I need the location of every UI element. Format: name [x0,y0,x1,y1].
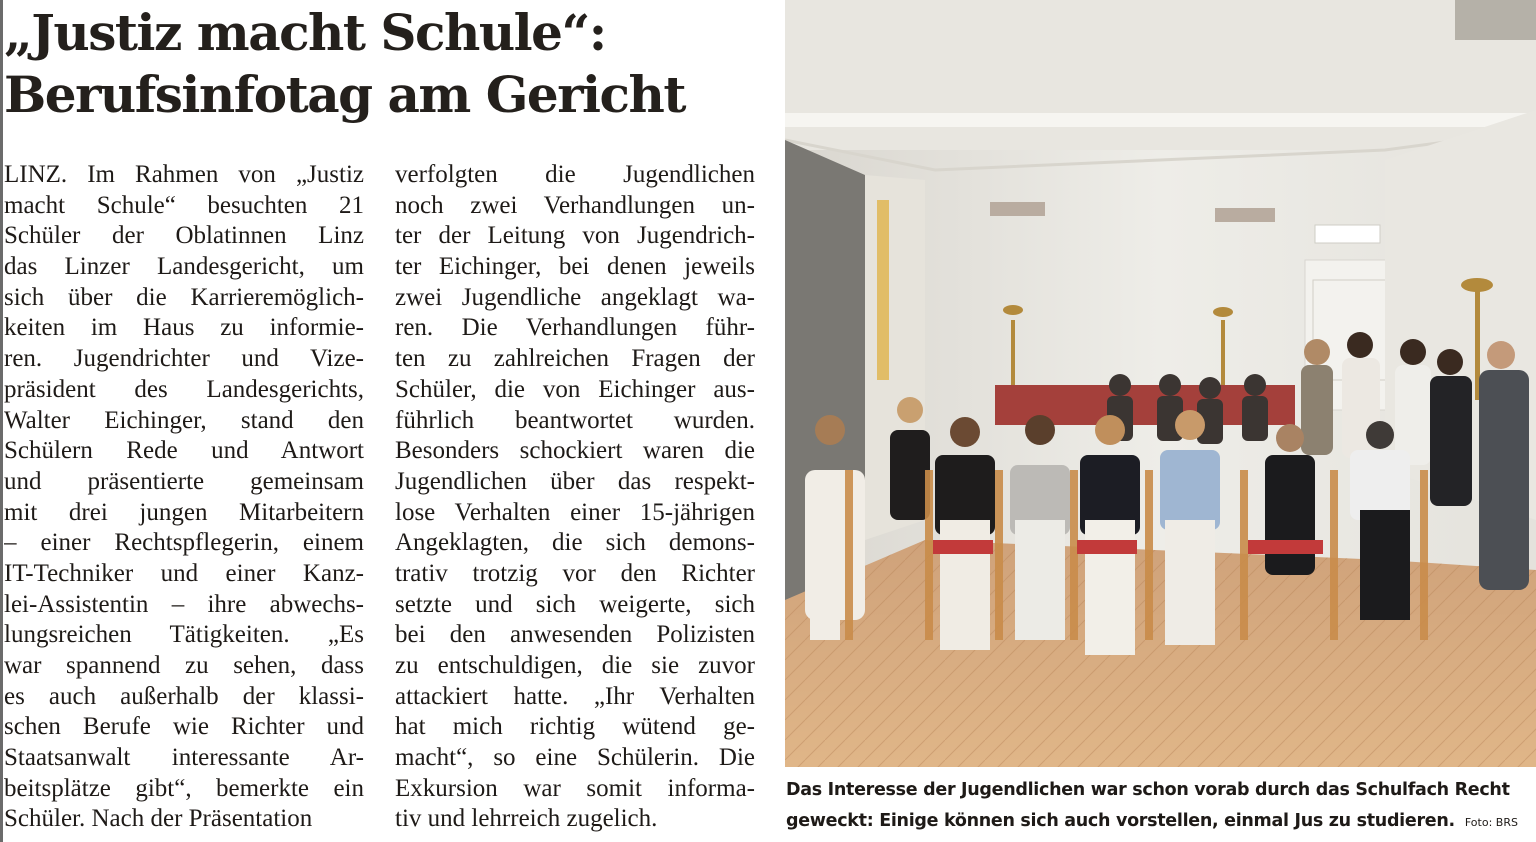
article-line: sich über die Karrieremöglich- [4,283,364,311]
article-line: noch zwei Verhandlungen un- [395,191,755,219]
article-line: hat mich richtig wütend ge- [395,713,755,741]
article-line: bei den anwesenden Polizisten [395,621,755,649]
article-line: Jugendlichen über das respekt- [395,467,755,495]
article-line: mit drei jungen Mitarbeitern [4,498,364,526]
article-line: ren. Jugendrichter und Vize- [4,345,364,373]
article-line: führlich beantwortet wurden. [395,406,755,434]
caption-line-2-text: geweckt: Einige können sich auch vorstellen, einmal Jus zu studieren. [786,811,1455,831]
article-line: Staatsanwalt interessante Ar- [4,744,364,772]
article-line: – einer Rechtspflegerin, einem [4,529,364,557]
article-line: tiv und lehrreich zugelich. [395,805,658,833]
article-line: ter der Leitung von Jugendrich- [395,222,755,250]
article-line: LINZ. Im Rahmen von „Justiz [4,161,364,188]
column-rule [0,0,3,842]
article-line: macht“, so eine Schülerin. Die [395,744,755,772]
article-line: keiten im Haus zu informie- [4,314,364,342]
photo-credit: Foto: BRS [1464,816,1518,829]
article-line: macht Schule“ besuchten 21 [4,191,364,219]
article-line: es auch außerhalb der klassi- [4,682,364,710]
article-line: Schülern Rede und Antwort [4,437,364,465]
caption-line-1: Das Interesse der Jugendlichen war schon vorab durch das Schulfach Recht [786,780,1510,800]
article-line: trativ trotzig vor den Richter [395,559,755,587]
group-photo-illustration [785,0,1536,767]
article-line: setzte und sich weigerte, sich [395,590,755,618]
headline-line-2: Berufsinfotag am Gericht [4,65,685,124]
article-line: lungsreichen Tätigkeiten. „Es [4,621,364,649]
article-line: schen Berufe wie Richter und [4,713,364,741]
article-line: IT-Techniker und einer Kanz- [4,559,364,587]
article-line: attackiert hatte. „Ihr Verhalten [395,682,755,710]
article-line: ten zu zahlreichen Fragen der [395,345,755,373]
article-line: ren. Die Verhandlungen führ- [395,314,755,342]
article-line: Angeklagten, die sich demons- [395,529,755,557]
headline [4,2,779,126]
article-line: ter Eichinger, bei denen jeweils [395,253,755,281]
article-photo [785,0,1536,767]
article-line: lose Verhalten einer 15-jährigen [395,498,755,526]
article-line: verfolgten die Jugendlichen [395,161,755,188]
article-line: Besonders schockiert waren die [395,437,755,465]
article-column-2 [395,160,755,835]
article-line: zwei Jugendliche angeklagt wa- [395,283,755,311]
article-line: Schüler, die von Eichinger aus- [395,375,755,403]
article-line: beitsplätze gibt“, bemerkte ein [4,774,364,802]
article-line: Walter Eichinger, stand den [4,406,364,434]
caption-line-2 [786,806,1536,838]
article-column-1 [4,160,364,835]
article-line: zu entschuldigen, die sie zuvor [395,652,755,679]
article-line: das Linzer Landesgericht, um [4,253,364,281]
article-line: Schüler der Oblatinnen Linz [4,222,364,250]
article-line: und präsentierte gemeinsam [4,467,364,495]
headline-line-1: „Justiz macht Schule“: [4,3,606,62]
article-line: Schüler. Nach der Präsentation [4,805,313,833]
article-line: Exkursion war somit informa- [395,774,755,802]
article-line: lei-Assistentin – ihre abwechs- [4,590,364,618]
article-line: war spannend zu sehen, dass [4,652,364,679]
article-line: präsident des Landesgerichts, [4,375,364,403]
photo-caption [786,775,1536,838]
